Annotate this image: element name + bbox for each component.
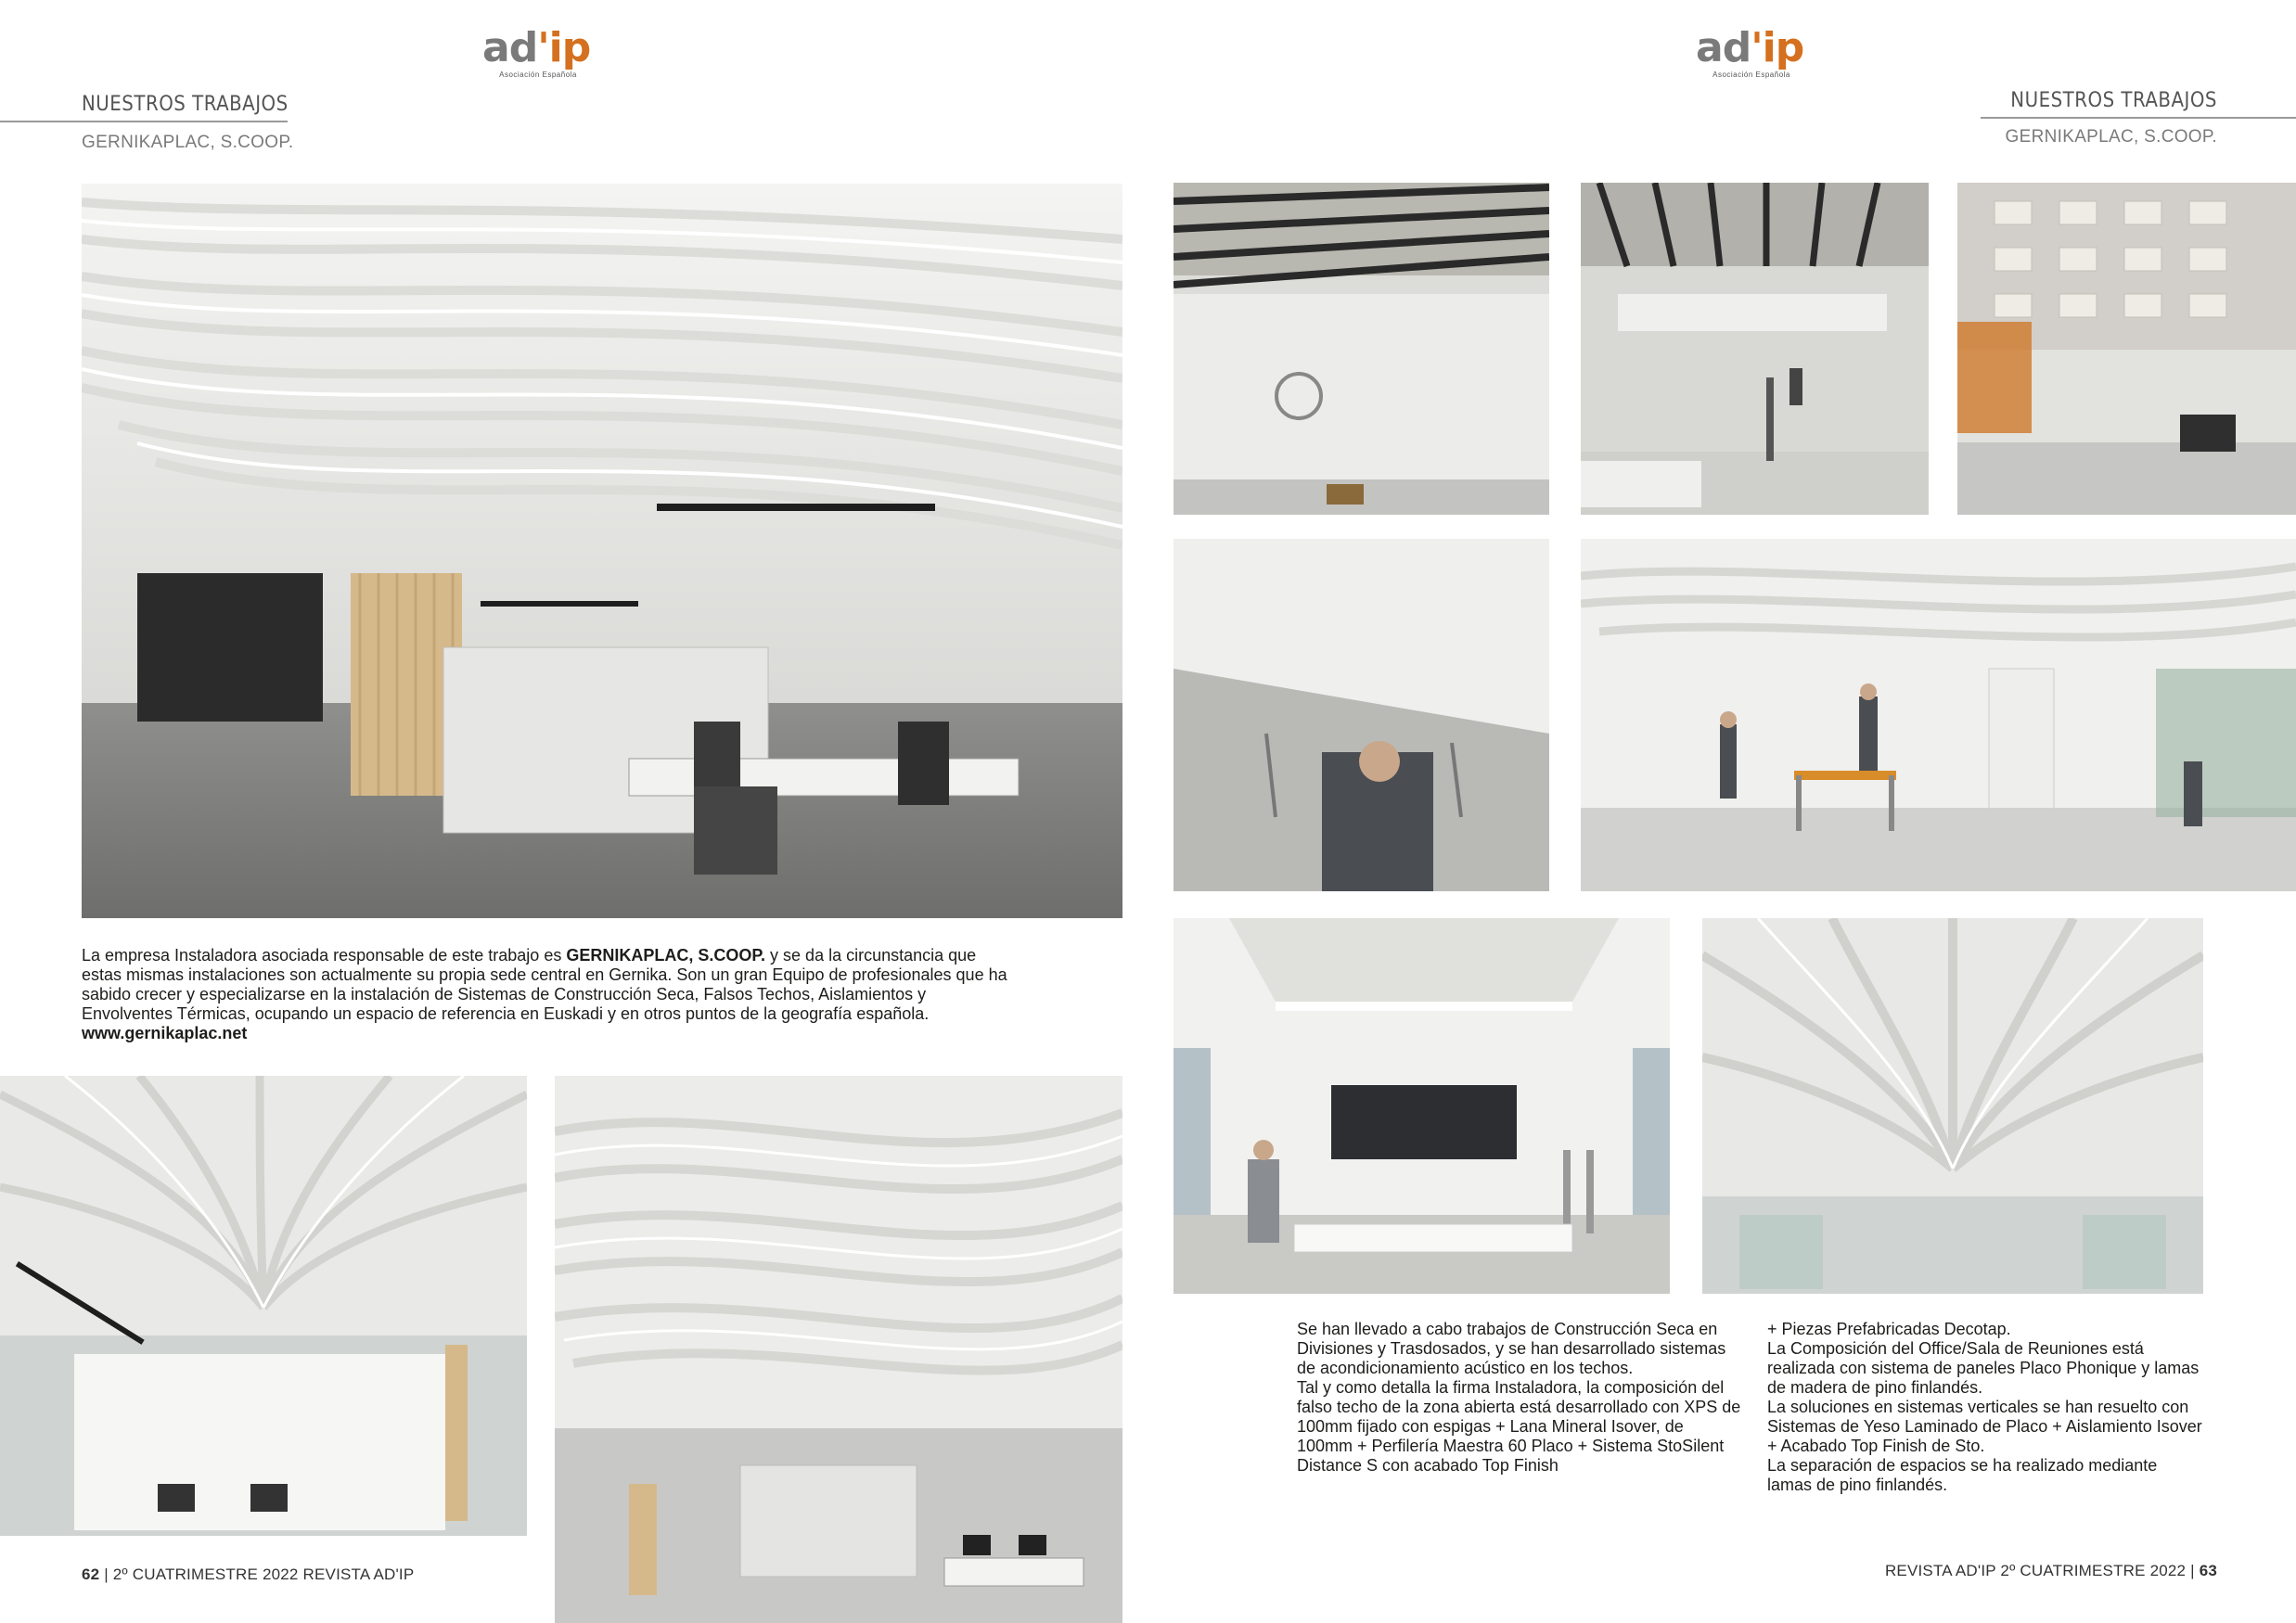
body-column-1: Se han llevado a cabo trabajos de Construcción Seca en Divisiones y Trasdosados, y se han desarrollado sistemas de acondicionamiento acústico en los techos. Tal y como detalla la firma Instaladora, la composición del falso techo de la zona abierta está desarrollado con XPS de 100mm fijado con espigas + Lana Mineral Isover, de 100mm + Perfilería Maestra 60 Placo + Sistema StoSilent Distance S con acabado Top Finish — [1297, 1320, 1741, 1475]
photo-open-space-construction — [1174, 918, 1670, 1294]
photo-wave-ceiling-office-view — [555, 1076, 1122, 1623]
wave-ceiling-office-image — [82, 184, 1122, 918]
photo-ceiling-framing — [1174, 183, 1549, 515]
website-link[interactable]: www.gernikaplac.net — [82, 1024, 248, 1042]
ceiling-framing-image — [1174, 183, 1549, 515]
logo-text: ad — [482, 24, 538, 71]
intro-paragraph: La empresa Instaladora asociada responsable de este trabajo es GERNIKAPLAC, S.COOP. y se da la circunstancia que estas mismas instalaciones son actualmente su propia sede central en Gernika. Son un gran Equipo de profesionales que ha sabido crecer y especializarse en la instalación de Sistemas de Construcción Seca, Falsos Techos, Aislamientos y Envolventes Térmicas, ocupando un espacio de referencia en Euskadi y en otros puntos de la geografía española. www.gernikaplac.net — [82, 946, 1007, 1042]
photo-worker-installing — [1174, 539, 1549, 891]
photo-workers-assembling — [1581, 539, 2296, 891]
workers-assembling-image — [1581, 539, 2296, 891]
ceiling-panels-image — [1957, 183, 2296, 515]
logo-accent: 'ip — [1751, 24, 1804, 71]
adip-logo — [1696, 24, 1816, 83]
body-column-2: + Piezas Prefabricadas Decotap. La Composición del Office/Sala de Reuniones está realizada con sistema de paneles Placo Phonique y lamas de madera de pino finlandés. La soluciones en sistemas verticales se han resuelto con Sistemas de Yeso Laminado de Placo + Aislamiento Isover + Acabado Top Finish de Sto. La separación de espacios se ha realizado mediante lamas de pino finlandés. — [1767, 1320, 2202, 1494]
logo-accent: 'ip — [537, 24, 591, 71]
section-subtitle: GERNIKAPLAC, S.COOP. — [82, 133, 294, 152]
wave-ceiling-radial-image — [0, 1076, 527, 1536]
company-name: GERNIKAPLAC, S.COOP. — [566, 946, 766, 965]
photo-ceiling-panels-installed — [1957, 183, 2296, 515]
logo-text: ad — [1696, 24, 1751, 71]
ceiling-structure-image — [1581, 183, 1929, 515]
header-rule — [1981, 117, 2296, 119]
section-subtitle: GERNIKAPLAC, S.COOP. — [2005, 127, 2217, 147]
page-number: 63 — [2199, 1562, 2217, 1579]
photo-wave-ceiling-radial — [0, 1076, 527, 1536]
right-page — [1148, 0, 2296, 1623]
logo-subtitle: Asociación Española — [1712, 70, 1790, 79]
wave-ceiling-office-view-image — [555, 1076, 1122, 1623]
photo-finished-wave-ceiling — [1702, 918, 2203, 1294]
open-space-construction-image — [1174, 918, 1670, 1294]
photo-wave-ceiling-open-office — [82, 184, 1122, 918]
section-title: NUESTROS TRABAJOS — [82, 93, 289, 116]
folio-left: 62 | 2º CUATRIMESTRE 2022 REVISTA AD'IP — [82, 1565, 415, 1583]
folio-right: REVISTA AD'IP 2º CUATRIMESTRE 2022 | 63 — [1884, 1562, 2217, 1579]
adip-logo — [482, 24, 603, 83]
page-number: 62 — [82, 1565, 100, 1583]
worker-installing-image — [1174, 539, 1549, 891]
header-rule — [0, 121, 288, 122]
section-title: NUESTROS TRABAJOS — [2010, 89, 2217, 112]
logo-subtitle: Asociación Española — [499, 70, 577, 79]
finished-wave-ceiling-image — [1702, 918, 2203, 1294]
photo-ceiling-structure — [1581, 183, 1929, 515]
